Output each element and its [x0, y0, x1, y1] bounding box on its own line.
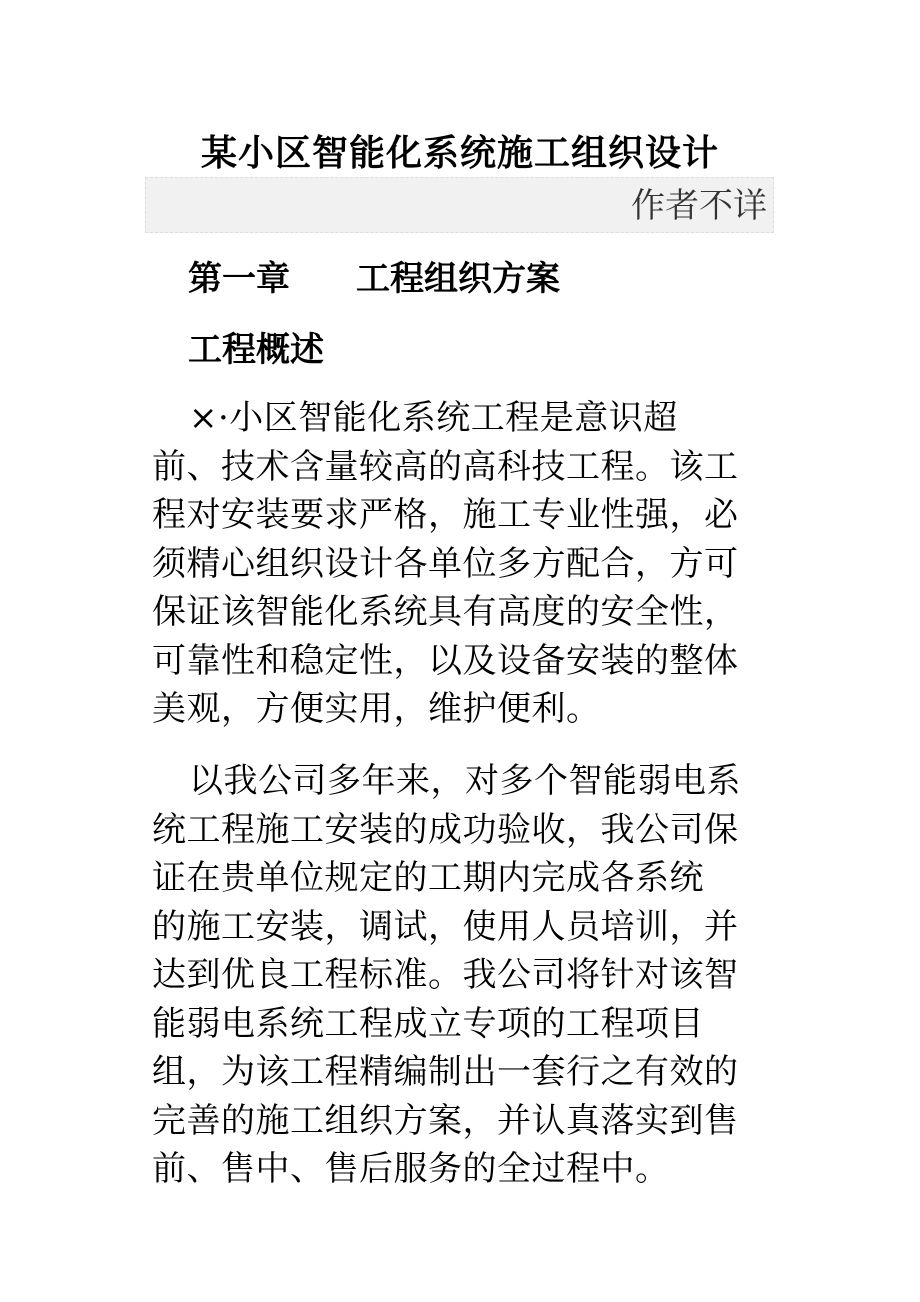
- author-label: 作者不详: [631, 186, 767, 226]
- paragraph-line: 保证该智能化系统具有高度的安全性，: [152, 592, 739, 632]
- paragraph-line: 前、技术含量较高的高科技工程。该工: [152, 446, 739, 487]
- paragraph-line: 的施工安装，调试，使用人员培训，并: [152, 906, 739, 947]
- paragraph-line: 须精心组织设计各单位多方配合，方可: [152, 543, 739, 584]
- author-bar: [145, 177, 774, 233]
- paragraph-line: 能弱电系统工程成立专项的工程项目: [152, 1003, 704, 1044]
- chapter-title: 工程组织方案: [356, 259, 560, 299]
- paragraph-line: 美观，方便实用，维护便利。: [152, 689, 601, 729]
- paragraph-line: 组，为该工程精编制出一套行之有效的: [152, 1052, 739, 1092]
- paragraph-line: 可靠性和稳定性，以及设备安装的整体: [152, 640, 739, 681]
- paragraph-line: 完善的施工组织方案，并认真落实到售: [152, 1100, 739, 1141]
- paragraph-line: 证在贵单位规定的工期内完成各系统: [152, 858, 704, 898]
- chapter-number: 第一章: [188, 259, 290, 299]
- paragraph-line: 达到优良工程标准。我公司将针对该智: [152, 955, 739, 995]
- document-title: 某小区智能化系统施工组织设计: [200, 132, 719, 174]
- chapter-heading: [188, 253, 560, 305]
- paragraph-line: 以我公司多年来，对多个智能弱电系: [189, 761, 741, 801]
- paragraph-overview: [152, 394, 772, 734]
- paragraph-line: 程对安装要求严格，施工专业性强，必: [152, 495, 739, 535]
- paragraph-line: 前、售中、售后服务的全过程中。: [152, 1149, 670, 1189]
- paragraph-commitment: [152, 757, 772, 1194]
- paragraph-line: ×·小区智能化系统工程是意识超: [189, 398, 678, 438]
- paragraph-line: 统工程施工安装的成功验收，我公司保: [152, 809, 739, 850]
- section-heading: 工程概述: [188, 330, 324, 370]
